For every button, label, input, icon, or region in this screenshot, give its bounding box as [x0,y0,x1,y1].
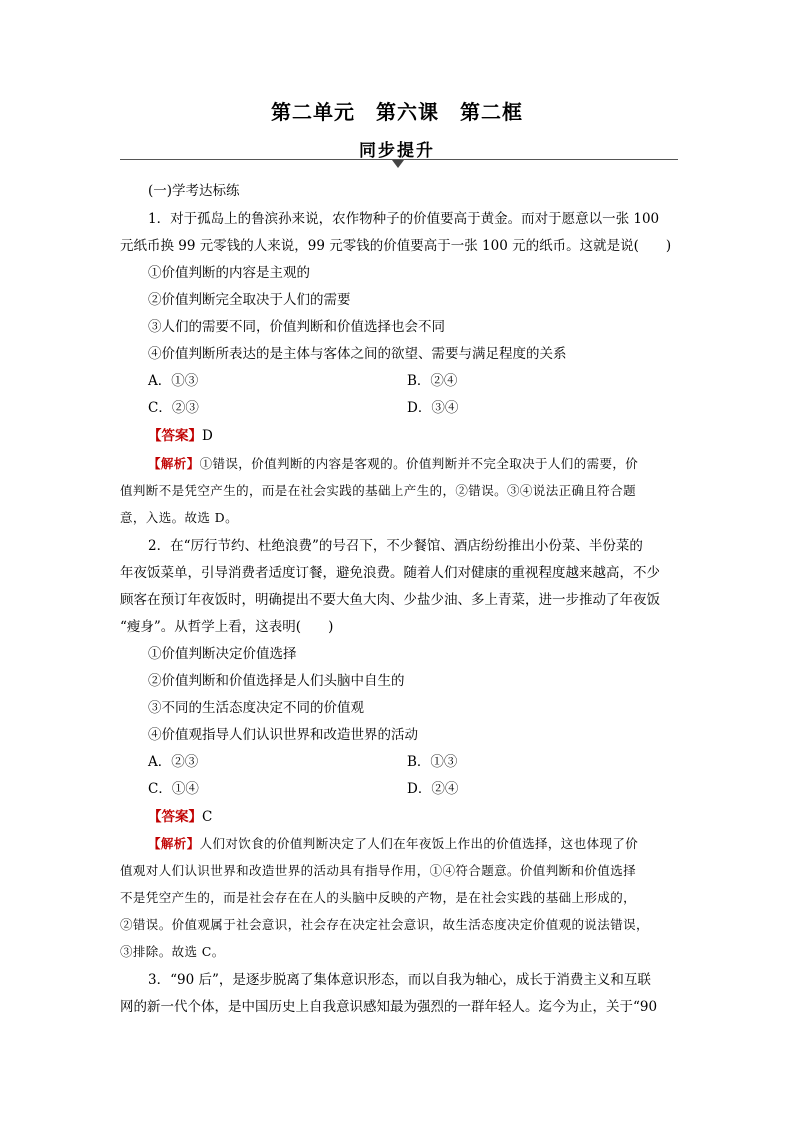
divider-arrow-icon [392,160,404,168]
q2-stem-line-1: 2．在“厉行节约、杜绝浪费”的号召下，不少餐馆、酒店纷纷推出小份菜、半份菜的 [148,538,643,554]
q1-analysis-text-1: ①错误，价值判断的内容是客观的。价值判断并不完全取决于人们的需要，价 [199,456,639,471]
section-heading: (一)学考达标练 [148,183,240,199]
q1-stem-line-1: 1．对于孤岛上的鲁滨孙来说，农作物种子的价值要高于黄金。而对于愿意以一张 100 [148,211,660,227]
q3-stem-line-2: 网的新一代个体，是中国历史上自我意识感知最为强烈的一群年轻人。迄今为止，关于“90 [120,999,658,1015]
q1-answer [148,427,213,445]
q1-analysis-tag: 【解析】 [148,456,200,471]
q2-answer-value: C [202,809,213,825]
q1-analysis-line-2: 值判断不是凭空产生的，而是在社会实践的基础上产生的，②错误。③④说法正确且符合题 [120,483,637,498]
q2-stem-line-3: 顾客在预订年夜饭时，明确提出不要大鱼大肉、少盐少油、多上青菜，进一步推动了年夜饭 [120,592,660,608]
q2-item-4: ④价值观指导人们认识世界和改造世界的活动 [148,727,418,743]
page-subtitle: 同步提升 [359,141,435,161]
q2-analysis-line-5: ③排除。故选 C。 [120,944,225,959]
q1-option-c: C．②③ [148,400,199,416]
q1-item-3: ③人们的需要不同，价值判断和价值选择也会不同 [148,319,445,335]
q1-item-2: ②价值判断完全取决于人们的需要 [148,292,351,308]
q2-stem-line-4: “瘦身”。从哲学上看，这表明( ) [120,619,334,635]
q2-item-2: ②价值判断和价值选择是人们头脑中自生的 [148,673,405,689]
q1-analysis-line-1 [148,455,638,473]
q2-item-3: ③不同的生活态度决定不同的价值观 [148,700,364,716]
q2-option-c: C．①④ [148,781,199,797]
q2-stem-line-2: 年夜饭菜单，引导消费者适度订餐，避免浪费。随着人们对健康的重视程度越来越高，不少 [120,565,660,581]
q2-option-b: B．①③ [407,754,458,770]
q1-item-4: ④价值判断所表达的是主体与客体之间的欲望、需要与满足程度的关系 [148,346,567,362]
q1-item-1: ①价值判断的内容是主观的 [148,265,310,281]
q1-answer-value: D [202,428,213,444]
q2-analysis-line-3: 不是凭空产生的，而是社会存在在人的头脑中反映的产物，是在社会实践的基础上形成的， [120,890,637,905]
q1-option-b: B．②④ [407,373,458,389]
q1-option-d: D．③④ [407,400,459,416]
q2-answer-tag: 【答案】 [148,809,202,825]
q1-analysis-line-3: 意，入选。故选 D。 [120,510,238,525]
q2-answer [148,808,212,826]
q1-option-a: A．①③ [148,373,199,389]
q3-stem-line-1: 3．“90 后”，是逐步脱离了集体意识形态，而以自我为轴心，成长于消费主义和互联 [148,972,651,988]
q1-answer-tag: 【答案】 [148,428,202,444]
page-title: 第二单元 第六课 第二框 [271,100,523,124]
q2-analysis-text-1: 人们对饮食的价值判断决定了人们在年夜饭上作出的价值选择，这也体现了价 [199,836,639,851]
q2-option-d: D．②④ [407,781,459,797]
q2-option-a: A．②③ [148,754,199,770]
q2-analysis-line-4: ②错误。价值观属于社会意识，社会存在决定社会意识，故生活态度决定价值观的说法错误， [120,917,649,932]
q2-analysis-line-2: 值观对人们认识世界和改造世界的活动具有指导作用，①④符合题意。价值判断和价值选择 [120,863,637,878]
q1-stem-line-2: 元纸币换 99 元零钱的人来说，99 元零钱的价值要高于一张 100 元的纸币。这就是说( ) [120,238,672,254]
q2-analysis-line-1 [148,835,638,853]
q2-analysis-tag: 【解析】 [148,836,200,851]
q2-item-1: ①价值判断决定价值选择 [148,646,297,662]
